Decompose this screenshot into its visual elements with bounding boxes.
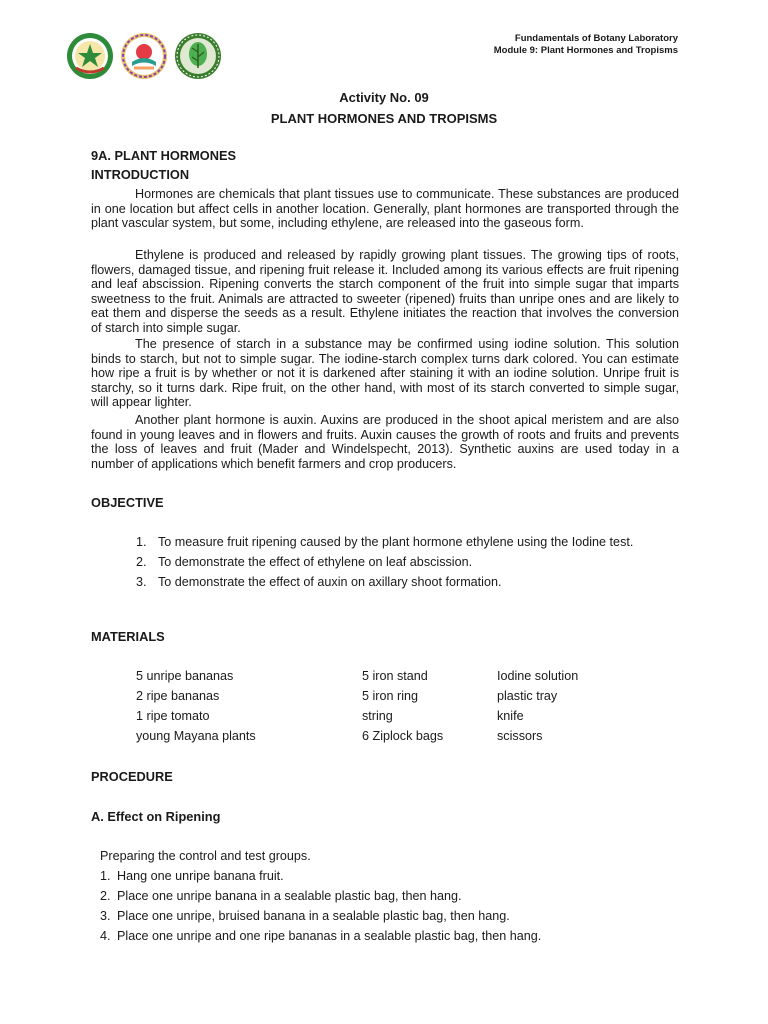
list-item-number: 4. — [100, 929, 111, 943]
materials-table — [136, 669, 636, 749]
procedure-intro: Preparing the control and test groups. — [100, 849, 311, 863]
activity-number: Activity No. 09 — [339, 90, 429, 105]
intro-paragraph-4: Another plant hormone is auxin. Auxins are produced in the shoot apical meristem and are also found in young leaves and in flowers and fruits. Auxin causes the growth of roots and fruits and prevents the loss of leaves and fruit (Mader and Windelspecht, 2013). Synthetic auxins are used today in a number of applications which benefit farmers and crop producers. — [91, 413, 679, 471]
running-header — [494, 33, 678, 57]
objective-heading: OBJECTIVE — [91, 495, 164, 510]
objective-list — [136, 535, 676, 595]
table-row — [136, 709, 636, 729]
introduction-heading: INTRODUCTION — [91, 167, 190, 182]
intro-paragraph-3: The presence of starch in a substance may be confirmed using iodine solution. This solution binds to starch, but not to simple sugar. The iodine-starch complex turns dark colored. You can estimate how ripe a fruit is by whether or not it is darkened after staining it with an iodine solution. Unripe fruit is starchy, so it turns dark. Ripe fruit, on the other hand, with most of its starch converted to simple sugar, will appear lighter. — [91, 337, 679, 409]
table-cell: 2 ripe bananas — [136, 689, 220, 703]
university-seal-icon — [66, 32, 114, 80]
list-item-text: Place one unripe banana in a sealable plastic bag, then hang. — [117, 889, 462, 903]
college-seal-icon — [120, 32, 168, 80]
list-item-text: To demonstrate the effect of ethylene on leaf abscission. — [158, 554, 473, 569]
list-item-text: Hang one unripe banana fruit. — [117, 869, 284, 883]
list-item-text: To measure fruit ripening caused by the plant hormone ethylene using the Iodine test. — [158, 535, 634, 549]
table-row — [136, 669, 636, 689]
table-cell: young Mayana plants — [136, 729, 256, 743]
table-cell: 5 unripe bananas — [136, 669, 234, 683]
activity-title: PLANT HORMONES AND TROPISMS — [270, 111, 498, 126]
list-item-text: To demonstrate the effect of auxin on axillary shoot formation. — [158, 574, 502, 589]
list-item — [100, 909, 541, 929]
intro-paragraph-1: Hormones are chemicals that plant tissues use to communicate. These substances are produced in one location but affect cells in another location. Generally, plant hormones are transported through the plant vascular system, but some, including ethylene, are released into the gaseous form. — [91, 187, 679, 230]
table-cell: knife — [497, 709, 524, 723]
list-item-number: 2. — [136, 554, 147, 569]
table-cell: Iodine solution — [497, 669, 579, 683]
module-title: Module 9: Plant Hormones and Tropisms — [493, 45, 678, 56]
table-cell: scissors — [497, 729, 543, 743]
course-title: Fundamentals of Botany Laboratory — [514, 33, 678, 44]
department-seal-icon — [174, 32, 222, 80]
procedure-subheading: A. Effect on Ripening — [91, 809, 221, 824]
list-item-number: 1. — [100, 869, 111, 883]
list-item-text: Place one unripe, bruised banana in a sealable plastic bag, then hang. — [117, 909, 510, 923]
table-cell: 6 Ziplock bags — [362, 729, 444, 743]
list-item — [100, 869, 541, 889]
intro-paragraph-2: Ethylene is produced and released by rapidly growing plant tissues. The growing tips of roots, flowers, damaged tissue, and ripening fruit release it. Included among its various effects are fruit ripening and leaf abscission. Ripening converts the starch component of the fruit into simple sugar that imparts sweetness to the fruit. Animals are attracted to sweeter (ripened) fruits than unripe ones and are likely to eat them and disperse the seeds as a result. Ethylene initiates the reaction that involves the conversion of starch into simple sugar. — [91, 248, 679, 335]
list-item-number: 2. — [100, 889, 111, 903]
list-item — [136, 575, 676, 589]
header-logos — [66, 32, 222, 80]
table-cell: 5 iron ring — [362, 689, 419, 703]
table-cell: 1 ripe tomato — [136, 709, 210, 723]
list-item-number: 1. — [136, 535, 147, 549]
list-item — [100, 929, 541, 949]
table-row — [136, 689, 636, 709]
procedure-list — [100, 849, 541, 949]
table-cell: 5 iron stand — [362, 669, 428, 683]
table-row — [136, 729, 636, 749]
list-item-number: 3. — [136, 574, 147, 589]
materials-heading: MATERIALS — [91, 629, 165, 644]
table-cell: plastic tray — [497, 689, 558, 703]
list-item-number: 3. — [100, 909, 111, 923]
title-block — [0, 89, 768, 130]
table-cell: string — [362, 709, 393, 723]
list-item — [100, 889, 541, 909]
section-heading: 9A. PLANT HORMONES — [91, 148, 237, 163]
procedure-heading: PROCEDURE — [91, 769, 173, 784]
list-item — [136, 535, 676, 549]
list-item — [136, 555, 676, 569]
list-item-text: Place one unripe and one ripe bananas in a sealable plastic bag, then hang. — [117, 929, 542, 943]
